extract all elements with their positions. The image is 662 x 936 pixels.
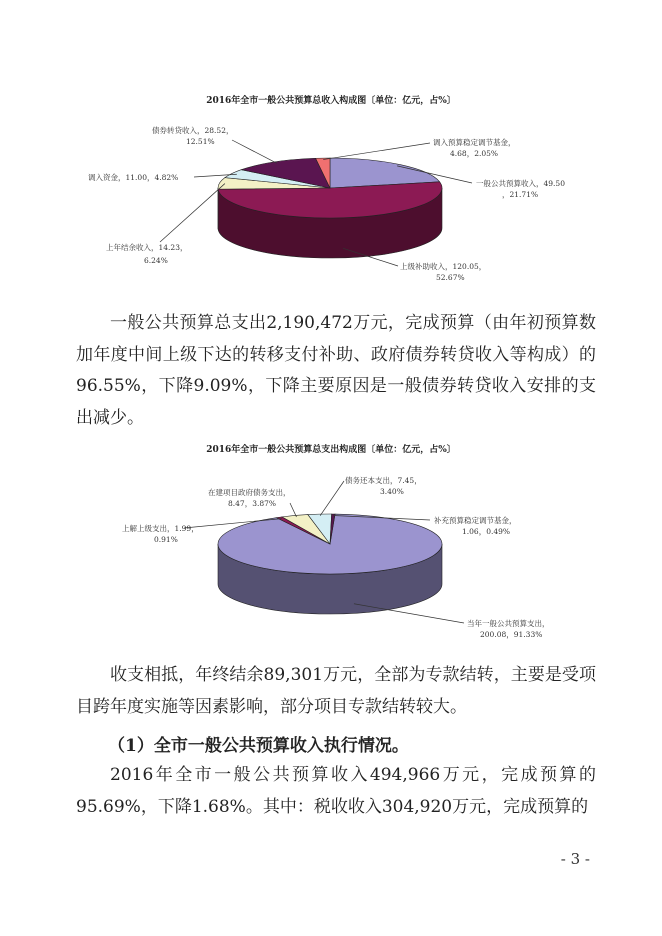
label-previous-year-surplus: 上年结余收入，14.23， [106,243,188,252]
chart-title: 2016年全市一般公共预算总支出构成图〔单位：亿元，占%〕 [206,445,456,455]
svg-text:6.24%: 6.24% [144,256,168,265]
leader-line-5 [323,143,430,160]
label-debt-principal-repayment: 债务还本支出，7.45， [345,476,422,485]
paragraph-expenditure-summary: 一般公共预算总支出2,190,472万元，完成预算（由年初预算数加年度中间上级下达的转移支付补助、政府债券转贷收入等构成）的96.55%，下降9.09%，下降主要原因是一般债券转贷收入安排的支出减少。 [76,313,596,428]
svg-text:3.40%: 3.40% [380,487,404,496]
pie-slices [218,158,442,218]
expenditure-pie-chart [0,437,662,647]
leader-line-3 [320,481,344,516]
label-remit-to-superior: 上解上级支出，1.99， [122,524,199,533]
svg-text:1.06，0.49%: 1.06，0.49% [462,527,511,536]
page-number: - 3 - [560,850,590,868]
revenue-pie-chart [0,80,662,300]
pie-slices [218,514,442,574]
label-transferred-funds: 调入资金，11.00，4.82% [88,173,179,182]
svg-text:，21.71%: ，21.71% [502,190,539,199]
leader-line-4 [232,140,277,163]
label-bond-onlending-revenue: 债券转贷收入，28.52， [152,126,234,135]
svg-text:8.47，3.87%: 8.47，3.87% [228,499,277,508]
section-heading: （1）全市一般公共预算收入执行情况。 [108,736,409,756]
leader-line-2 [290,503,296,517]
label-current-year-expenditure: 当年一般公共预算支出， [467,619,550,628]
label-superior-subsidy-revenue: 上级补助收入，120.05， [400,262,487,271]
leader-line-2 [160,184,225,242]
label-general-budget-revenue: 一般公共预算收入，49.50 [476,179,565,188]
svg-text:0.91%: 0.91% [154,535,178,544]
label-project-debt-expenditure: 在建项目政府债务支出， [208,488,291,497]
chart-title: 2016年全市一般公共预算总收入构成图〔单位：亿元，占%〕 [206,96,456,106]
label-stabilization-fund-transfer-in: 调入预算稳定调节基金， [433,138,516,147]
paragraph-surplus: 收支相抵，年终结余89,301万元，全部为专款结转，主要是受项目跨年度实施等因素影响，部分项目专款结转较大。 [76,665,596,717]
label-stabilization-fund-supplement: 补充预算稳定调节基金， [434,516,517,525]
svg-text:200.08，91.33%: 200.08，91.33% [480,630,543,639]
svg-text:4.68，2.05%: 4.68，2.05% [450,149,499,158]
svg-text:12.51%: 12.51% [186,137,215,146]
paragraph-revenue-execution: 2016年全市一般公共预算收入494,966万元，完成预算的95.69%，下降1.68%。其中：税收收入304,920万元，完成预算的 [76,765,596,817]
svg-text:52.67%: 52.67% [436,273,465,282]
leader-line-0 [354,604,464,623]
